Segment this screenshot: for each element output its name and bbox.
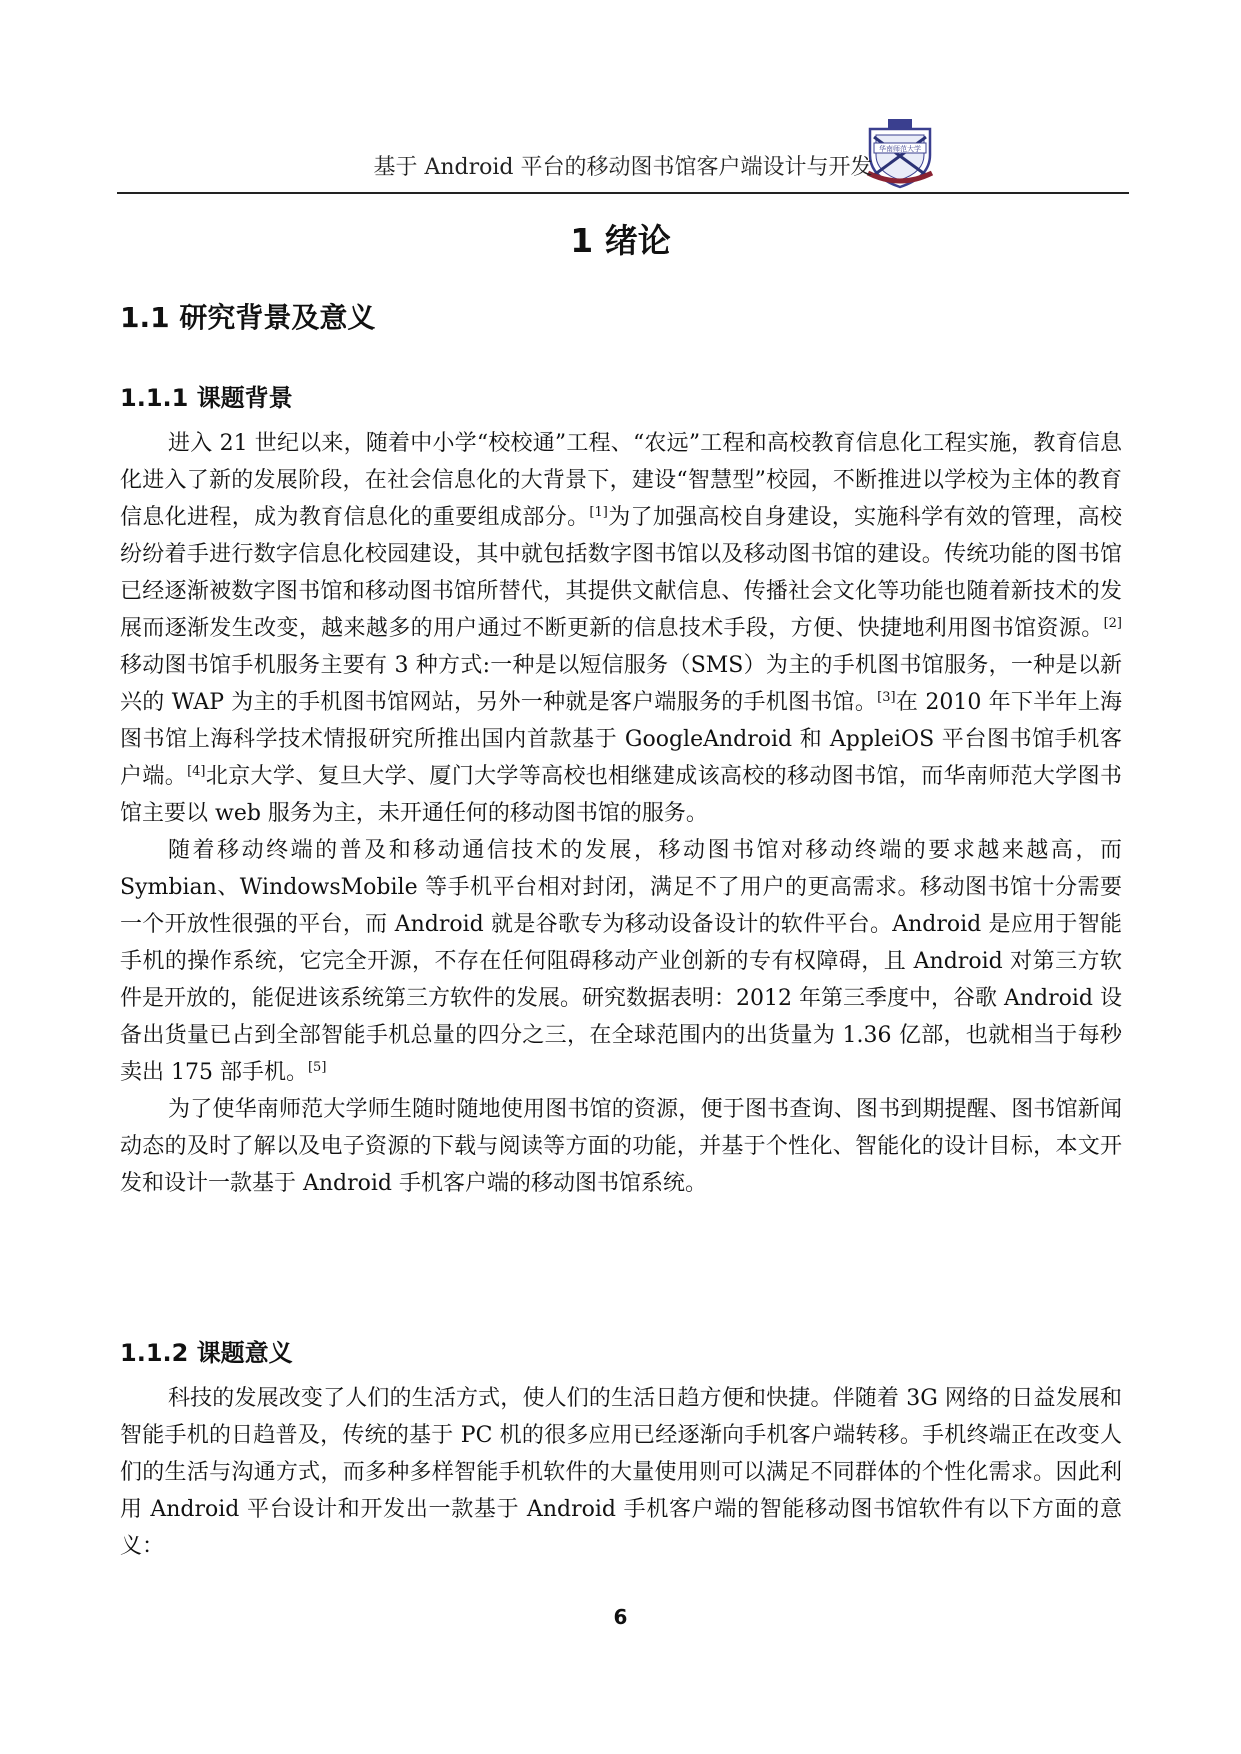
paragraph: 为了使华南师范大学师生随时随地使用图书馆的资源，便于图书查询、图书到期提醒、图书馆新闻动态的及时了解以及电子资源的下载与阅读等方面的功能，并基于个性化、智能化的设计目标，本文开发和设计一款基于 Android 手机客户端的移动图书馆系统。	[120, 1097, 1122, 1196]
sentence: 进入 21 世纪以来，随着中小学“校校通”工程、“农远”工程和高校教育信息化工程实施，教育信息化进入了新的发展阶段，在社会信息化的大背景下，建设“智慧型”校园，不断推进以学校为主体的教育信息化进程，成为教育信息化的重要组成部分。	[120, 431, 1122, 530]
paragraph	[120, 425, 1122, 832]
sentence: 在 2010 年下半年上海图书馆上海科学技术情报研究所推出国内首款基于 GoogleAndroid 和 AppleiOS 平台图书馆手机客户端。	[120, 690, 1122, 789]
chapter-title: 1 绪论	[570, 221, 671, 260]
header-rule	[117, 192, 1129, 194]
section-title: 1.1 研究背景及意义	[120, 301, 376, 334]
body-text-significance	[120, 1380, 1122, 1565]
sentence: 移动图书馆手机服务主要有 3 种方式:一种是以短信服务（SMS）为主的手机图书馆服务，一种是以新兴的 WAP 为主的手机图书馆网站，另外一种就是客户端服务的手机图书馆。	[120, 653, 1122, 715]
running-header: 基于 Android 平台的移动图书馆客户端设计与开发	[373, 155, 873, 180]
paragraph	[120, 832, 1122, 1091]
sentence: 随着移动终端的普及和移动通信技术的发展，移动图书馆对移动终端的要求越来越高，而 Symbian、WindowsMobile 等手机平台相对封闭，满足不了用户的更高需求。移动图书馆十分需要一个开放性很强的平台，而 Android 就是谷歌专为移动设备设计的软件平台。Android 是应用于智能手机的操作系统，它完全开源，不存在任何阻碍移动产业创新的专有权障碍，且 Android 对第三方软件是开放的，能促进该系统第三方软件的发展。研究数据表明：2012 年第三季度中，谷歌 Android 设备出货量已占到全部智能手机总量的四分之三，在全球范围内的出货量为 1.36 亿部，也就相当于每秒卖出 175 部手机。	[120, 838, 1122, 1085]
subsection-title-significance: 1.1.2 课题意义	[120, 1339, 293, 1367]
body-text-background	[120, 425, 1122, 1202]
citation-ref[interactable]: [3]	[877, 690, 896, 705]
citation-ref[interactable]: [5]	[307, 1060, 327, 1075]
paragraph: 科技的发展改变了人们的生活方式，使人们的生活日趋方便和快捷。伴随着 3G 网络的日益发展和智能手机的日趋普及，传统的基于 PC 机的很多应用已经逐渐向手机客户端转移。手机终端正在改变人们的生活与沟通方式，而多种多样智能手机软件的大量使用则可以满足不同群体的个性化需求。因此利用 Android 平台设计和开发出一款基于 Android 手机客户端的智能移动图书馆软件有以下方面的意义：	[120, 1386, 1122, 1559]
sentence: 为了加强高校自身建设，实施科学有效的管理，高校纷纷着手进行数字信息化校园建设，其中就包括数字图书馆以及移动图书馆的建设。传统功能的图书馆已经逐渐被数字图书馆和移动图书馆所替代，其提供文献信息、传播社会文化等功能也随着新技术的发展而逐渐发生改变，越来越多的用户通过不断更新的信息技术手段，方便、快捷地利用图书馆资源。	[120, 505, 1122, 641]
citation-ref[interactable]: [2]	[1103, 616, 1122, 631]
emblem-lettering: 华南师范大学	[879, 145, 921, 153]
sentence: 北京大学、复旦大学、厦门大学等高校也相继建成该高校的移动图书馆，而华南师范大学图书馆主要以 web 服务为主，未开通任何的移动图书馆的服务。	[120, 764, 1122, 826]
citation-ref[interactable]: [1]	[589, 505, 608, 520]
page-number: 6	[613, 1605, 628, 1629]
citation-ref[interactable]: [4]	[187, 764, 206, 779]
subsection-title-background: 1.1.1 课题背景	[120, 384, 293, 412]
